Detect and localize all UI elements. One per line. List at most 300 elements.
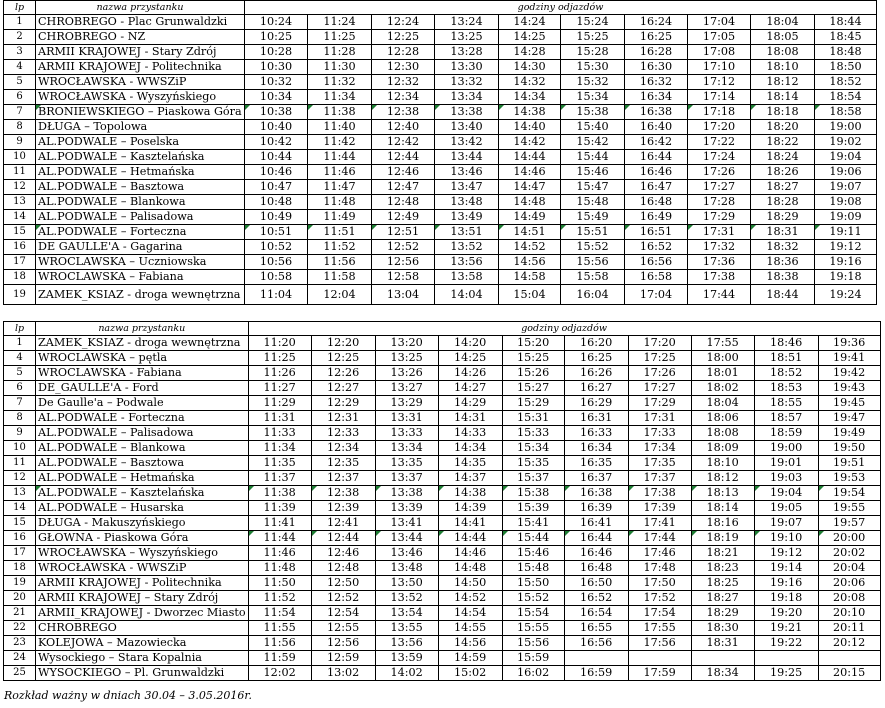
table-row bbox=[4, 90, 877, 105]
departure-time: 11:34 bbox=[248, 441, 311, 456]
departure-time: 17:36 bbox=[688, 255, 751, 270]
departure-time: 20:00 bbox=[818, 531, 880, 546]
departure-time: 14:04 bbox=[435, 285, 499, 305]
row-number: 24 bbox=[4, 651, 36, 666]
departure-time: 16:38 bbox=[564, 486, 628, 501]
departure-time: 11:52 bbox=[308, 240, 372, 255]
departure-time: 16:29 bbox=[564, 396, 628, 411]
departure-time: 15:50 bbox=[502, 576, 564, 591]
departure-time: 15:40 bbox=[561, 120, 625, 135]
departure-time: 11:51 bbox=[308, 225, 372, 240]
departure-time: 11:34 bbox=[308, 90, 372, 105]
departure-time: 12:48 bbox=[372, 195, 435, 210]
departure-time: 13:42 bbox=[435, 135, 499, 150]
departure-time: 11:41 bbox=[248, 516, 311, 531]
row-number: 10 bbox=[4, 441, 36, 456]
table-row bbox=[4, 15, 877, 30]
departure-time: 12:51 bbox=[372, 225, 435, 240]
departure-time: 18:04 bbox=[751, 15, 815, 30]
departure-time: 11:56 bbox=[308, 255, 372, 270]
departure-time: 11:33 bbox=[248, 426, 311, 441]
departure-time bbox=[818, 651, 880, 666]
departure-time: 19:00 bbox=[754, 441, 818, 456]
departure-time: 17:05 bbox=[688, 30, 751, 45]
departure-time: 13:52 bbox=[435, 240, 499, 255]
departure-time: 17:31 bbox=[628, 411, 691, 426]
departure-time: 17:39 bbox=[628, 501, 691, 516]
departure-time: 18:13 bbox=[691, 486, 754, 501]
stop-name: WROCŁAWSKA - WWSZiP bbox=[36, 561, 249, 576]
header-row bbox=[4, 1, 877, 15]
departure-time: 17:38 bbox=[688, 270, 751, 285]
departure-time: 19:10 bbox=[754, 531, 818, 546]
departure-time: 13:39 bbox=[375, 501, 438, 516]
stop-name: WROCŁAWSKA - Wyszyńskiego bbox=[36, 90, 245, 105]
departure-time: 17:33 bbox=[628, 426, 691, 441]
stop-name: ARMII_KRAJOWEJ - Dworzec Miasto bbox=[36, 606, 249, 621]
row-number: 20 bbox=[4, 591, 36, 606]
departure-time: 18:25 bbox=[691, 576, 754, 591]
table-row bbox=[4, 486, 881, 501]
departure-time: 10:44 bbox=[245, 150, 308, 165]
departure-time: 15:52 bbox=[502, 591, 564, 606]
departure-time: 12:54 bbox=[311, 606, 375, 621]
departure-time: 17:27 bbox=[628, 381, 691, 396]
departure-time: 18:04 bbox=[691, 396, 754, 411]
departure-time: 13:49 bbox=[435, 210, 499, 225]
departure-time: 11:58 bbox=[308, 270, 372, 285]
departure-time: 19:51 bbox=[818, 456, 880, 471]
departure-time: 17:04 bbox=[625, 285, 688, 305]
departure-time: 20:08 bbox=[818, 591, 880, 606]
validity-note: Rozkład ważny w dniach 30.04 – 3.05.2016r. bbox=[4, 689, 252, 702]
departure-time: 16:59 bbox=[564, 666, 628, 681]
departure-time: 17:25 bbox=[628, 351, 691, 366]
departure-time: 12:47 bbox=[372, 180, 435, 195]
departure-time: 12:34 bbox=[372, 90, 435, 105]
departure-time: 16:34 bbox=[564, 441, 628, 456]
row-number: 6 bbox=[4, 381, 36, 396]
stop-name: ARMII KRAJOWEJ - Stary Zdrój bbox=[36, 45, 245, 60]
stop-name: ZAMEK_KSIAZ - droga wewnętrzna bbox=[36, 285, 245, 305]
departure-time: 19:57 bbox=[818, 516, 880, 531]
departure-time: 14:46 bbox=[499, 165, 561, 180]
stop-name: AL.PODWALE – Hetmańska bbox=[36, 471, 249, 486]
departure-time: 15:52 bbox=[561, 240, 625, 255]
departure-time: 14:52 bbox=[499, 240, 561, 255]
departure-time: 17:52 bbox=[628, 591, 691, 606]
departure-time bbox=[691, 651, 754, 666]
departure-time: 19:16 bbox=[815, 255, 877, 270]
departure-time: 12:52 bbox=[372, 240, 435, 255]
departure-time: 18:26 bbox=[751, 165, 815, 180]
departure-time: 10:32 bbox=[245, 75, 308, 90]
departure-time: 10:47 bbox=[245, 180, 308, 195]
departure-time: 16:41 bbox=[564, 516, 628, 531]
departure-time: 19:22 bbox=[754, 636, 818, 651]
row-number: 15 bbox=[4, 225, 36, 240]
table-row bbox=[4, 45, 877, 60]
departure-time: 17:38 bbox=[628, 486, 691, 501]
departure-time: 11:29 bbox=[248, 396, 311, 411]
departure-time: 17:44 bbox=[628, 531, 691, 546]
departure-time: 16:52 bbox=[564, 591, 628, 606]
table-row bbox=[4, 210, 877, 225]
row-number: 21 bbox=[4, 606, 36, 621]
table-row bbox=[4, 240, 877, 255]
row-number: 18 bbox=[4, 561, 36, 576]
table-row bbox=[4, 606, 881, 621]
header-lp: lp bbox=[4, 322, 36, 336]
departure-time: 18:29 bbox=[691, 606, 754, 621]
row-number: 8 bbox=[4, 120, 36, 135]
row-number: 3 bbox=[4, 45, 36, 60]
departure-time: 16:55 bbox=[564, 621, 628, 636]
table-row bbox=[4, 516, 881, 531]
departure-time: 19:05 bbox=[754, 501, 818, 516]
departure-time: 17:50 bbox=[628, 576, 691, 591]
departure-time: 11:49 bbox=[308, 210, 372, 225]
departure-time: 12:46 bbox=[372, 165, 435, 180]
departure-time: 14:44 bbox=[499, 150, 561, 165]
departure-time: 12:41 bbox=[311, 516, 375, 531]
departure-time: 11:56 bbox=[248, 636, 311, 651]
departure-time: 11:30 bbox=[308, 60, 372, 75]
departure-time: 14:51 bbox=[499, 225, 561, 240]
departure-time: 13:20 bbox=[375, 336, 438, 351]
departure-time: 18:24 bbox=[751, 150, 815, 165]
row-number: 19 bbox=[4, 576, 36, 591]
stop-name: ARMII KRAJOWEJ - Politechnika bbox=[36, 60, 245, 75]
departure-time: 13:26 bbox=[375, 366, 438, 381]
departure-time: 18:08 bbox=[691, 426, 754, 441]
departure-time: 15:49 bbox=[561, 210, 625, 225]
departure-time: 13:40 bbox=[435, 120, 499, 135]
departure-time: 18:46 bbox=[754, 336, 818, 351]
row-number: 4 bbox=[4, 60, 36, 75]
departure-time: 16:25 bbox=[564, 351, 628, 366]
departure-time: 18:44 bbox=[815, 15, 877, 30]
departure-time bbox=[564, 651, 628, 666]
departure-time: 11:42 bbox=[308, 135, 372, 150]
departure-time: 10:30 bbox=[245, 60, 308, 75]
row-number: 7 bbox=[4, 396, 36, 411]
table-row bbox=[4, 150, 877, 165]
row-number: 12 bbox=[4, 180, 36, 195]
departure-time: 12:50 bbox=[311, 576, 375, 591]
table-spacer bbox=[0, 307, 885, 321]
table-row bbox=[4, 561, 881, 576]
departure-time: 12:34 bbox=[311, 441, 375, 456]
departure-time: 19:36 bbox=[818, 336, 880, 351]
departure-time: 13:04 bbox=[372, 285, 435, 305]
departure-time: 15:35 bbox=[502, 456, 564, 471]
departure-time: 14:27 bbox=[438, 381, 502, 396]
departure-time: 14:46 bbox=[438, 546, 502, 561]
departure-time: 13:29 bbox=[375, 396, 438, 411]
departure-time: 18:52 bbox=[815, 75, 877, 90]
departure-time: 12:46 bbox=[311, 546, 375, 561]
table-row bbox=[4, 285, 877, 305]
departure-time: 13:44 bbox=[435, 150, 499, 165]
departure-time: 16:47 bbox=[625, 180, 688, 195]
stop-name: BRONIEWSKIEGO – Piaskowa Góra bbox=[36, 105, 245, 120]
departure-time: 14:52 bbox=[438, 591, 502, 606]
row-number: 14 bbox=[4, 210, 36, 225]
departure-time: 18:51 bbox=[754, 351, 818, 366]
departure-time: 17:22 bbox=[688, 135, 751, 150]
departure-time: 14:56 bbox=[499, 255, 561, 270]
departure-time: 18:22 bbox=[751, 135, 815, 150]
departure-time: 16:52 bbox=[625, 240, 688, 255]
departure-time: 14:48 bbox=[438, 561, 502, 576]
table-row bbox=[4, 195, 877, 210]
departure-time: 18:21 bbox=[691, 546, 754, 561]
departure-time: 18:58 bbox=[815, 105, 877, 120]
table-row bbox=[4, 381, 881, 396]
departure-time: 16:54 bbox=[564, 606, 628, 621]
departure-time: 18:48 bbox=[815, 45, 877, 60]
departure-time: 19:14 bbox=[754, 561, 818, 576]
departure-time: 15:25 bbox=[561, 30, 625, 45]
departure-time: 14:58 bbox=[499, 270, 561, 285]
table-row bbox=[4, 336, 881, 351]
departure-time: 18:14 bbox=[751, 90, 815, 105]
row-number: 11 bbox=[4, 456, 36, 471]
departure-time: 14:41 bbox=[438, 516, 502, 531]
departure-time: 13:50 bbox=[375, 576, 438, 591]
row-number: 23 bbox=[4, 636, 36, 651]
departure-time: 18:59 bbox=[754, 426, 818, 441]
departure-time: 14:40 bbox=[499, 120, 561, 135]
departure-time: 17:27 bbox=[688, 180, 751, 195]
departure-time: 16:31 bbox=[564, 411, 628, 426]
departure-time: 15:02 bbox=[438, 666, 502, 681]
departure-time bbox=[628, 651, 691, 666]
departure-time: 10:58 bbox=[245, 270, 308, 285]
stop-name: ZAMEK_KSIAZ - droga wewnętrzna bbox=[36, 336, 249, 351]
departure-time: 14:55 bbox=[438, 621, 502, 636]
departure-time: 13:38 bbox=[435, 105, 499, 120]
departure-time: 16:04 bbox=[561, 285, 625, 305]
departure-time: 12:44 bbox=[372, 150, 435, 165]
departure-time: 16:26 bbox=[564, 366, 628, 381]
departure-time: 12:56 bbox=[311, 636, 375, 651]
departure-time: 13:46 bbox=[375, 546, 438, 561]
departure-time: 11:46 bbox=[248, 546, 311, 561]
departure-time: 13:34 bbox=[435, 90, 499, 105]
departure-time: 17:41 bbox=[628, 516, 691, 531]
departure-time: 16:46 bbox=[564, 546, 628, 561]
departure-time: 18:30 bbox=[691, 621, 754, 636]
departure-time: 14:29 bbox=[438, 396, 502, 411]
departure-time: 11:48 bbox=[308, 195, 372, 210]
departure-time: 15:48 bbox=[561, 195, 625, 210]
departure-time: 11:25 bbox=[248, 351, 311, 366]
departure-time: 12:24 bbox=[372, 15, 435, 30]
stop-name: WROCLAWSKA – pętla bbox=[36, 351, 249, 366]
departure-time: 14:31 bbox=[438, 411, 502, 426]
departure-time: 16:37 bbox=[564, 471, 628, 486]
departure-time: 17:48 bbox=[628, 561, 691, 576]
departure-time: 18:18 bbox=[751, 105, 815, 120]
departure-time: 18:27 bbox=[691, 591, 754, 606]
departure-time: 12:44 bbox=[311, 531, 375, 546]
departure-time: 19:25 bbox=[754, 666, 818, 681]
departure-time: 12:48 bbox=[311, 561, 375, 576]
departure-time: 16:56 bbox=[564, 636, 628, 651]
row-number: 5 bbox=[4, 75, 36, 90]
departure-time: 17:34 bbox=[628, 441, 691, 456]
departure-time: 17:31 bbox=[688, 225, 751, 240]
departure-time: 14:38 bbox=[499, 105, 561, 120]
departure-time: 15:39 bbox=[502, 501, 564, 516]
row-number: 18 bbox=[4, 270, 36, 285]
departure-time: 13:56 bbox=[375, 636, 438, 651]
departure-time: 14:25 bbox=[438, 351, 502, 366]
stop-name: WROCLAWSKA – Uczniowska bbox=[36, 255, 245, 270]
table-row bbox=[4, 120, 877, 135]
departure-time: 19:49 bbox=[818, 426, 880, 441]
departure-time: 17:29 bbox=[628, 396, 691, 411]
departure-time: 15:46 bbox=[502, 546, 564, 561]
departure-time: 18:01 bbox=[691, 366, 754, 381]
table-row bbox=[4, 30, 877, 45]
departure-time: 20:04 bbox=[818, 561, 880, 576]
departure-time: 11:37 bbox=[248, 471, 311, 486]
departure-time: 14:49 bbox=[499, 210, 561, 225]
departure-time: 12:28 bbox=[372, 45, 435, 60]
departure-time: 15:54 bbox=[502, 606, 564, 621]
departure-time: 11:50 bbox=[248, 576, 311, 591]
row-number: 14 bbox=[4, 501, 36, 516]
departure-time: 12:26 bbox=[311, 366, 375, 381]
departure-time: 11:54 bbox=[248, 606, 311, 621]
departure-time: 15:44 bbox=[502, 531, 564, 546]
departure-time bbox=[754, 651, 818, 666]
departure-time: 15:33 bbox=[502, 426, 564, 441]
departure-time: 10:40 bbox=[245, 120, 308, 135]
departure-time: 15:59 bbox=[502, 651, 564, 666]
departure-time: 17:29 bbox=[688, 210, 751, 225]
row-number: 9 bbox=[4, 135, 36, 150]
departure-time: 16:50 bbox=[564, 576, 628, 591]
row-number: 2 bbox=[4, 30, 36, 45]
departure-time: 14:59 bbox=[438, 651, 502, 666]
departure-time: 14:48 bbox=[499, 195, 561, 210]
departure-time: 17:24 bbox=[688, 150, 751, 165]
departure-time: 11:55 bbox=[248, 621, 311, 636]
departure-time: 18:31 bbox=[751, 225, 815, 240]
departure-time: 14:42 bbox=[499, 135, 561, 150]
departure-time: 14:50 bbox=[438, 576, 502, 591]
stop-name: AL.PODWALE – Kasztelańska bbox=[36, 150, 245, 165]
table-row bbox=[4, 456, 881, 471]
departure-time: 16:44 bbox=[625, 150, 688, 165]
departure-time: 15:30 bbox=[561, 60, 625, 75]
departure-time: 17:26 bbox=[688, 165, 751, 180]
row-number: 1 bbox=[4, 15, 36, 30]
row-number: 5 bbox=[4, 366, 36, 381]
table-row bbox=[4, 255, 877, 270]
stop-name: DŁUGA – Topolowa bbox=[36, 120, 245, 135]
stop-name: AL.PODWALE – Husarska bbox=[36, 501, 249, 516]
departure-time: 13:56 bbox=[435, 255, 499, 270]
departure-time: 19:16 bbox=[754, 576, 818, 591]
table-row bbox=[4, 396, 881, 411]
row-number: 16 bbox=[4, 531, 36, 546]
departure-time: 17:04 bbox=[688, 15, 751, 30]
header-row bbox=[4, 322, 881, 336]
stop-name: AL.PODWALE – Hetmańska bbox=[36, 165, 245, 180]
departure-time: 19:43 bbox=[818, 381, 880, 396]
departure-time: 16:25 bbox=[625, 30, 688, 45]
departure-time: 13:37 bbox=[375, 471, 438, 486]
departure-time: 13:27 bbox=[375, 381, 438, 396]
departure-time: 15:25 bbox=[502, 351, 564, 366]
departure-time: 12:25 bbox=[372, 30, 435, 45]
table-row bbox=[4, 366, 881, 381]
departure-time: 12:56 bbox=[372, 255, 435, 270]
row-number: 16 bbox=[4, 240, 36, 255]
departure-time: 17:18 bbox=[688, 105, 751, 120]
row-number: 11 bbox=[4, 165, 36, 180]
departure-time: 11:24 bbox=[308, 15, 372, 30]
departure-time: 16:58 bbox=[625, 270, 688, 285]
header-lp: lp bbox=[4, 1, 36, 15]
departure-time: 13:30 bbox=[435, 60, 499, 75]
departure-time: 12:52 bbox=[311, 591, 375, 606]
departure-time: 14:34 bbox=[438, 441, 502, 456]
departure-time: 15:26 bbox=[502, 366, 564, 381]
departure-time: 10:38 bbox=[245, 105, 308, 120]
table-row bbox=[4, 441, 881, 456]
departure-time: 19:04 bbox=[815, 150, 877, 165]
departure-time: 13:34 bbox=[375, 441, 438, 456]
departure-time: 10:51 bbox=[245, 225, 308, 240]
departure-time: 16:38 bbox=[625, 105, 688, 120]
stop-name: AL.PODWALE – Palisadowa bbox=[36, 210, 245, 225]
departure-time: 18:28 bbox=[751, 195, 815, 210]
departure-time: 18:50 bbox=[815, 60, 877, 75]
departure-time: 18:02 bbox=[691, 381, 754, 396]
departure-time: 15:20 bbox=[502, 336, 564, 351]
departure-time: 14:38 bbox=[438, 486, 502, 501]
departure-time: 16:49 bbox=[625, 210, 688, 225]
departure-time: 11:31 bbox=[248, 411, 311, 426]
departure-time: 13:25 bbox=[375, 351, 438, 366]
stop-name: CHROBREGO - NZ bbox=[36, 30, 245, 45]
departure-time: 17:20 bbox=[628, 336, 691, 351]
header-times: godziny odjazdów bbox=[245, 1, 877, 15]
departure-time: 19:18 bbox=[815, 270, 877, 285]
departure-time: 13:54 bbox=[375, 606, 438, 621]
departure-time: 17:55 bbox=[628, 621, 691, 636]
departure-time: 19:41 bbox=[818, 351, 880, 366]
departure-time: 18:45 bbox=[815, 30, 877, 45]
departure-time: 13:33 bbox=[375, 426, 438, 441]
departure-time: 15:31 bbox=[502, 411, 564, 426]
departure-time: 15:51 bbox=[561, 225, 625, 240]
departure-time: 13:02 bbox=[311, 666, 375, 681]
departure-time: 20:11 bbox=[818, 621, 880, 636]
departure-time: 12:38 bbox=[372, 105, 435, 120]
departure-time: 17:12 bbox=[688, 75, 751, 90]
departure-time: 16:30 bbox=[625, 60, 688, 75]
table-row bbox=[4, 576, 881, 591]
departure-time: 15:34 bbox=[502, 441, 564, 456]
departure-time: 14:35 bbox=[438, 456, 502, 471]
